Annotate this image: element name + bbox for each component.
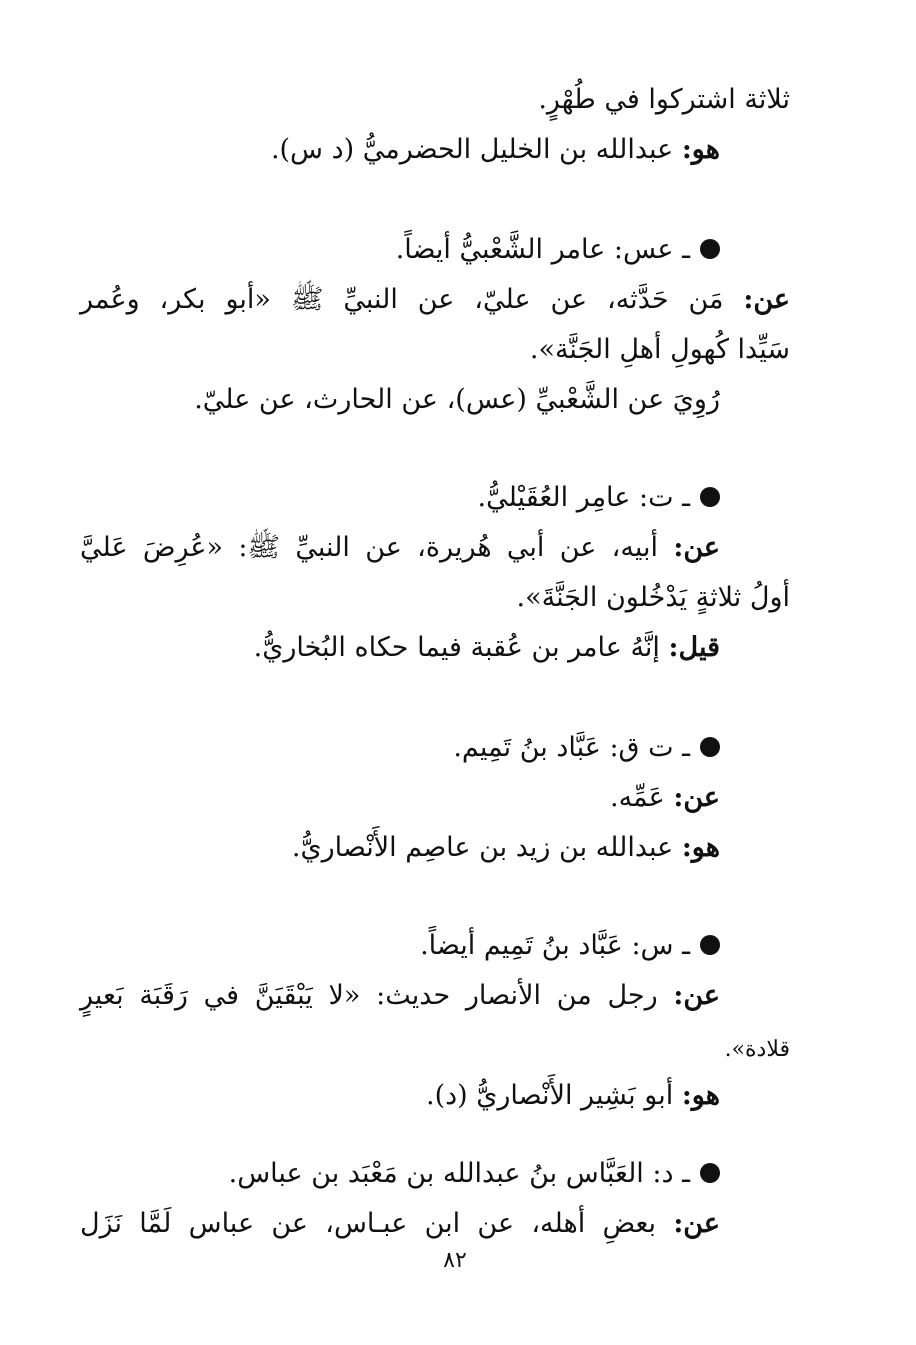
line-label: عن: (743, 284, 790, 315)
line-text: قلادة». (724, 1037, 790, 1062)
text-line (580, 778, 720, 818)
line-text: ـ س: عَبَّاد بنُ تَمِيم أيضاً. (420, 930, 690, 961)
entry-heading (190, 1154, 720, 1194)
entry-heading (350, 926, 720, 966)
line-text: أبيه، عن أبي هُريرة، عن النبيِّ ﷺ: «عُرِضَ عَليَّ (80, 532, 659, 563)
line-label: قيل: (668, 632, 720, 663)
line-text: بعضِ أهله، عن ابن عبـاس، عن عباس لَمَّا نَزَل (80, 1208, 657, 1239)
line-text: رجل من الأنصار حديث: «لا يَبْقَيَنَّ في رَقَبَة بَعيرٍ (80, 980, 658, 1011)
text-line (370, 1076, 720, 1116)
line-text: إنَّهُ عامر بن عُقبة فيما حكاه البُخاريُّ. (253, 632, 660, 663)
line-label: هو: (681, 832, 720, 863)
text-line (140, 380, 720, 420)
line-label: عن: (673, 782, 720, 813)
line-text: أبو بَشِير الأَنْصاريُّ (د). (425, 1080, 674, 1111)
entry-heading (430, 478, 720, 518)
line-text: عبدالله بن زيد بن عاصِم الأَنْصاريُّ. (291, 832, 674, 863)
text-line (80, 1204, 720, 1244)
bullet-icon (700, 737, 720, 757)
entry-heading (390, 728, 720, 768)
line-text: ـ ت: عامِر العُقَيْليُّ. (477, 482, 690, 513)
text-line (80, 280, 790, 320)
line-text: رُوِيَ عن الشَّعْبيِّ (عس)، عن الحارث، عن عليّ. (194, 384, 720, 415)
text-line (680, 1028, 790, 1070)
text-line (460, 578, 790, 618)
text-line (240, 828, 720, 868)
text-line (490, 330, 790, 370)
line-label: عن: (673, 1208, 720, 1239)
text-line (80, 528, 720, 568)
line-text: ـ عس: عامر الشَّعْبيُّ أيضاً. (395, 234, 690, 265)
text-line (240, 130, 720, 170)
line-label: عن: (673, 532, 720, 563)
line-text: سَيِّدا كُهولِ أهلِ الجَنَّة». (529, 334, 790, 365)
line-text: ـ ت ق: عَبَّاد بنُ تَمِيم. (453, 732, 690, 763)
text-line (420, 80, 790, 120)
bullet-icon (700, 487, 720, 507)
line-label: هو: (681, 1080, 720, 1111)
text-line (80, 976, 720, 1016)
bullet-icon (700, 239, 720, 259)
line-text: عَمِّه. (609, 782, 665, 813)
line-text: عبدالله بن الخليل الحضرميُّ (د س). (270, 134, 674, 165)
bullet-icon (700, 1163, 720, 1183)
text-line (220, 628, 720, 668)
entry-heading (320, 230, 720, 270)
bullet-icon (700, 935, 720, 955)
page-number: ٨٢ (443, 1248, 467, 1273)
line-text: مَن حَدَّثه، عن عليّ، عن النبيِّ ﷺ «أبو بكر، وعُمر (80, 284, 724, 315)
line-label: هو: (681, 134, 720, 165)
line-label: عن: (673, 980, 720, 1011)
line-text: ثلاثة اشتركوا في طُهْرٍ. (538, 84, 790, 115)
line-text: أولُ ثلاثةٍ يَدْخُلون الجَنَّةَ». (516, 582, 790, 613)
line-text: ـ د: العَبَّاس بنُ عبدالله بن مَعْبَد بن عباس. (228, 1158, 690, 1189)
